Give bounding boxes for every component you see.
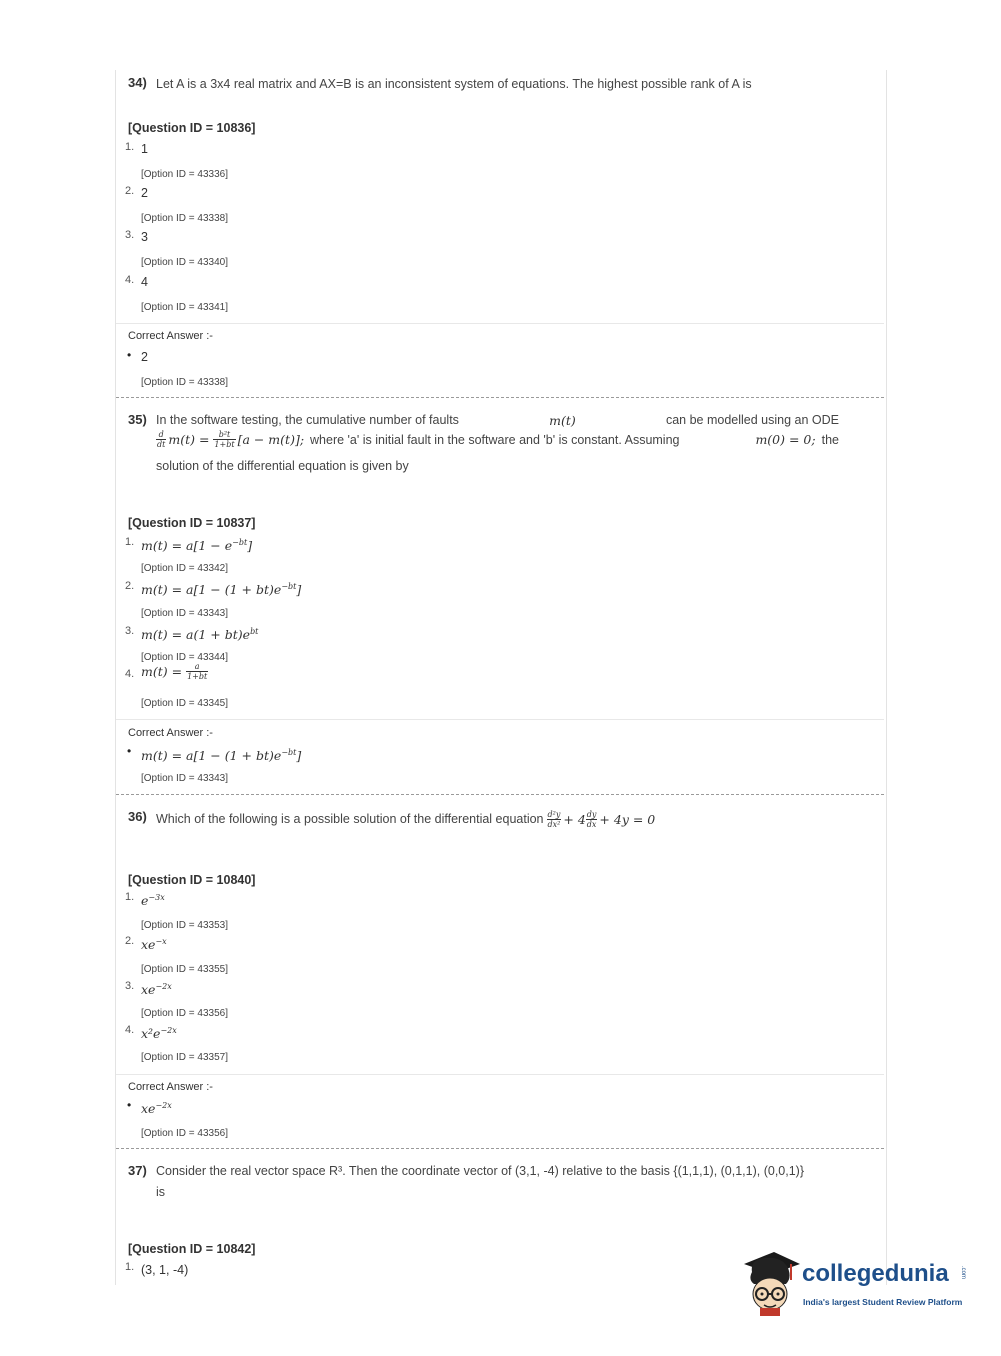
q34-option-3-number: 3. <box>125 229 135 241</box>
q35-rate-num: b²t <box>213 430 235 440</box>
q36-option-1-number: 1. <box>125 891 135 903</box>
q35-m-equals: m(t) = <box>168 432 210 447</box>
q36-second-derivative <box>547 810 562 829</box>
q34-option-3-text[interactable]: 3 <box>141 230 148 244</box>
q35-option-4-fraction <box>186 662 208 681</box>
q35-option-2-id: [Option ID = 43343] <box>141 608 229 619</box>
q34-correct-option-id: [Option ID = 43338] <box>141 377 229 388</box>
q35-correct-answer-label: Correct Answer :- <box>128 727 213 739</box>
q36-dx2: dx² <box>547 819 561 829</box>
q34-correct-answer: 2 <box>141 350 148 364</box>
q36-plus-4: + 4 <box>563 811 586 827</box>
q35-option-3-text[interactable] <box>141 627 258 642</box>
q35-option-3-exponent: bt <box>250 627 259 636</box>
q36-bullet-icon: • <box>127 1098 132 1112</box>
q35-correct-option-id: [Option ID = 43343] <box>141 773 229 784</box>
q35-line-3: solution of the differential equation is given by <box>156 459 409 473</box>
q35-line-1 <box>156 413 839 428</box>
q34-number: 34) <box>128 75 147 90</box>
q34-text: Let A is a 3x4 real matrix and AX=B is an inconsistent system of equations. The highest possible rank of A is <box>156 77 752 91</box>
q35-correct-answer <box>141 748 301 763</box>
q34-option-4-id: [Option ID = 43341] <box>141 302 229 313</box>
q34-option-1-number: 1. <box>125 141 135 153</box>
q35-option-2-tail: ] <box>296 582 302 598</box>
q36-text-line <box>156 804 655 834</box>
q36-option-4-main: x²e <box>141 1026 161 1042</box>
q36-correct-answer <box>141 1101 172 1116</box>
q36-option-4-number: 4. <box>125 1024 135 1036</box>
q35-derivative-den: dt <box>157 440 166 449</box>
q36-option-2-main: xe <box>141 937 156 953</box>
q35-number: 35) <box>128 412 147 427</box>
q35-option-1-number: 1. <box>125 536 135 548</box>
logo-suffix: .com <box>960 1266 966 1280</box>
q35-option-4-text[interactable] <box>141 662 208 681</box>
q36-dy: dy <box>586 809 597 819</box>
q36-option-2-text[interactable] <box>141 937 167 952</box>
q35-line-2 <box>156 430 839 449</box>
collegedunia-logo[interactable] <box>742 1250 972 1316</box>
q36-option-3-number: 3. <box>125 980 135 992</box>
q35-option-1-id: [Option ID = 43342] <box>141 563 229 574</box>
q36-option-2-number: 2. <box>125 935 135 947</box>
q35-bracket-term: [a − m(t)]; <box>237 432 305 447</box>
q35-option-4-den: 1+bt <box>187 672 208 681</box>
q36-number: 36) <box>128 809 147 824</box>
q35-correct-exponent: −bt <box>281 748 297 757</box>
q36-option-4-text[interactable] <box>141 1026 177 1041</box>
q35-line-2-text: where 'a' is initial fault in the software and 'b' is constant. Assuming <box>310 432 680 447</box>
q36-correct-exponent: −2x <box>155 1101 172 1110</box>
q35-option-4-main: m(t) = <box>141 664 183 679</box>
q36-d2y: d²y <box>547 809 561 819</box>
q35-option-2-exponent: −bt <box>281 582 297 591</box>
q35-option-2-main: m(t) = a[1 − (1 + bt)e <box>141 582 282 598</box>
question-separator <box>116 794 884 795</box>
q34-option-4-number: 4. <box>125 274 135 286</box>
q36-correct-option-id: [Option ID = 43356] <box>141 1128 229 1139</box>
q36-question-id: [Question ID = 10840] <box>128 873 256 887</box>
q36-option-1-id: [Option ID = 43353] <box>141 920 229 931</box>
q35-question-id: [Question ID = 10837] <box>128 516 256 530</box>
q36-option-1-text[interactable] <box>141 893 165 908</box>
question-separator <box>116 1148 884 1149</box>
q37-question-id: [Question ID = 10842] <box>128 1242 256 1256</box>
q35-correct-main: m(t) = a[1 − (1 + bt)e <box>141 748 282 764</box>
q36-option-4-exponent: −2x <box>160 1026 177 1035</box>
q34-correct-answer-label: Correct Answer :- <box>128 330 213 342</box>
q35-derivative-num: d <box>156 430 166 440</box>
q35-initial-condition: m(0) = 0; <box>755 432 816 447</box>
logo-tagline: India's largest Student Review Platform <box>803 1297 963 1307</box>
q34-option-1-id: [Option ID = 43336] <box>141 169 229 180</box>
q36-option-3-id: [Option ID = 43356] <box>141 1008 229 1019</box>
q37-text-line-2: is <box>156 1185 166 1199</box>
q36-text: Which of the following is a possible solution of the differential equation <box>156 812 544 826</box>
q34-bullet-icon: • <box>127 348 132 362</box>
q35-line-2-end: the <box>821 432 839 447</box>
q35-option-4-num: a <box>186 662 208 672</box>
q35-answer-separator <box>116 719 884 720</box>
q35-option-1-main: m(t) = a[1 − e <box>141 538 233 554</box>
q35-line-1-start: In the software testing, the cumulative number of faults <box>156 413 459 427</box>
q37-option-1-number: 1. <box>125 1261 135 1273</box>
q35-option-3-id: [Option ID = 43344] <box>141 652 229 663</box>
q34-option-4-text[interactable]: 4 <box>141 275 148 289</box>
q36-option-3-main: xe <box>141 982 156 998</box>
q35-option-3-main: m(t) = a(1 + bt)e <box>141 627 251 643</box>
q35-option-4-id: [Option ID = 43345] <box>141 698 229 709</box>
q36-option-2-exponent: −x <box>155 937 167 946</box>
q35-rate-fraction <box>213 430 235 449</box>
q35-option-2-text[interactable] <box>141 582 301 597</box>
q35-option-2-number: 2. <box>125 580 135 592</box>
q35-option-1-text[interactable] <box>141 538 252 553</box>
q34-answer-separator <box>116 323 884 324</box>
q35-option-1-exponent: −bt <box>232 538 248 547</box>
q35-bullet-icon: • <box>127 744 132 758</box>
q37-number: 37) <box>128 1163 147 1178</box>
q35-correct-tail: ] <box>296 748 302 764</box>
q36-answer-separator <box>116 1074 884 1075</box>
q34-question-id: [Question ID = 10836] <box>128 121 256 135</box>
question-separator <box>116 397 884 398</box>
q34-option-1-text[interactable]: 1 <box>141 142 148 156</box>
q36-option-1-main: e <box>141 893 149 909</box>
q36-option-2-id: [Option ID = 43355] <box>141 964 229 975</box>
q35-line-1-end: can be modelled using an ODE <box>665 413 839 427</box>
q34-option-2-id: [Option ID = 43338] <box>141 213 229 224</box>
q35-line-1-math: m(t) <box>549 413 576 428</box>
q34-option-2-text[interactable]: 2 <box>141 186 148 200</box>
q34-option-3-id: [Option ID = 43340] <box>141 257 229 268</box>
q37-option-1-text[interactable]: (3, 1, -4) <box>141 1263 189 1277</box>
q37-text: Consider the real vector space R³. Then the coordinate vector of (3,1, -4) relative to the basis {(1,1,1), (0,1,1), (0,0,1)} <box>156 1164 805 1178</box>
q35-rate-den: 1+bt <box>214 440 235 449</box>
page-frame <box>115 70 887 1285</box>
q36-option-4-id: [Option ID = 43357] <box>141 1052 229 1063</box>
q35-option-3-number: 3. <box>125 625 135 637</box>
q35-derivative-fraction <box>156 430 166 449</box>
q36-option-3-text[interactable] <box>141 982 172 997</box>
q36-first-derivative <box>586 810 598 829</box>
q36-correct-main: xe <box>141 1101 156 1117</box>
q36-correct-answer-label: Correct Answer :- <box>128 1081 213 1093</box>
q34-option-2-number: 2. <box>125 185 135 197</box>
q35-option-4-number: 4. <box>125 668 135 680</box>
q35-option-1-tail: ] <box>247 538 253 554</box>
student-mascot-icon <box>742 1250 802 1316</box>
q36-equation-end: + 4y = 0 <box>599 811 656 827</box>
q36-option-3-exponent: −2x <box>155 982 172 991</box>
q36-dx: dx <box>586 819 597 829</box>
q36-option-1-exponent: −3x <box>148 893 165 902</box>
logo-wordmark: collegedunia <box>802 1260 949 1287</box>
